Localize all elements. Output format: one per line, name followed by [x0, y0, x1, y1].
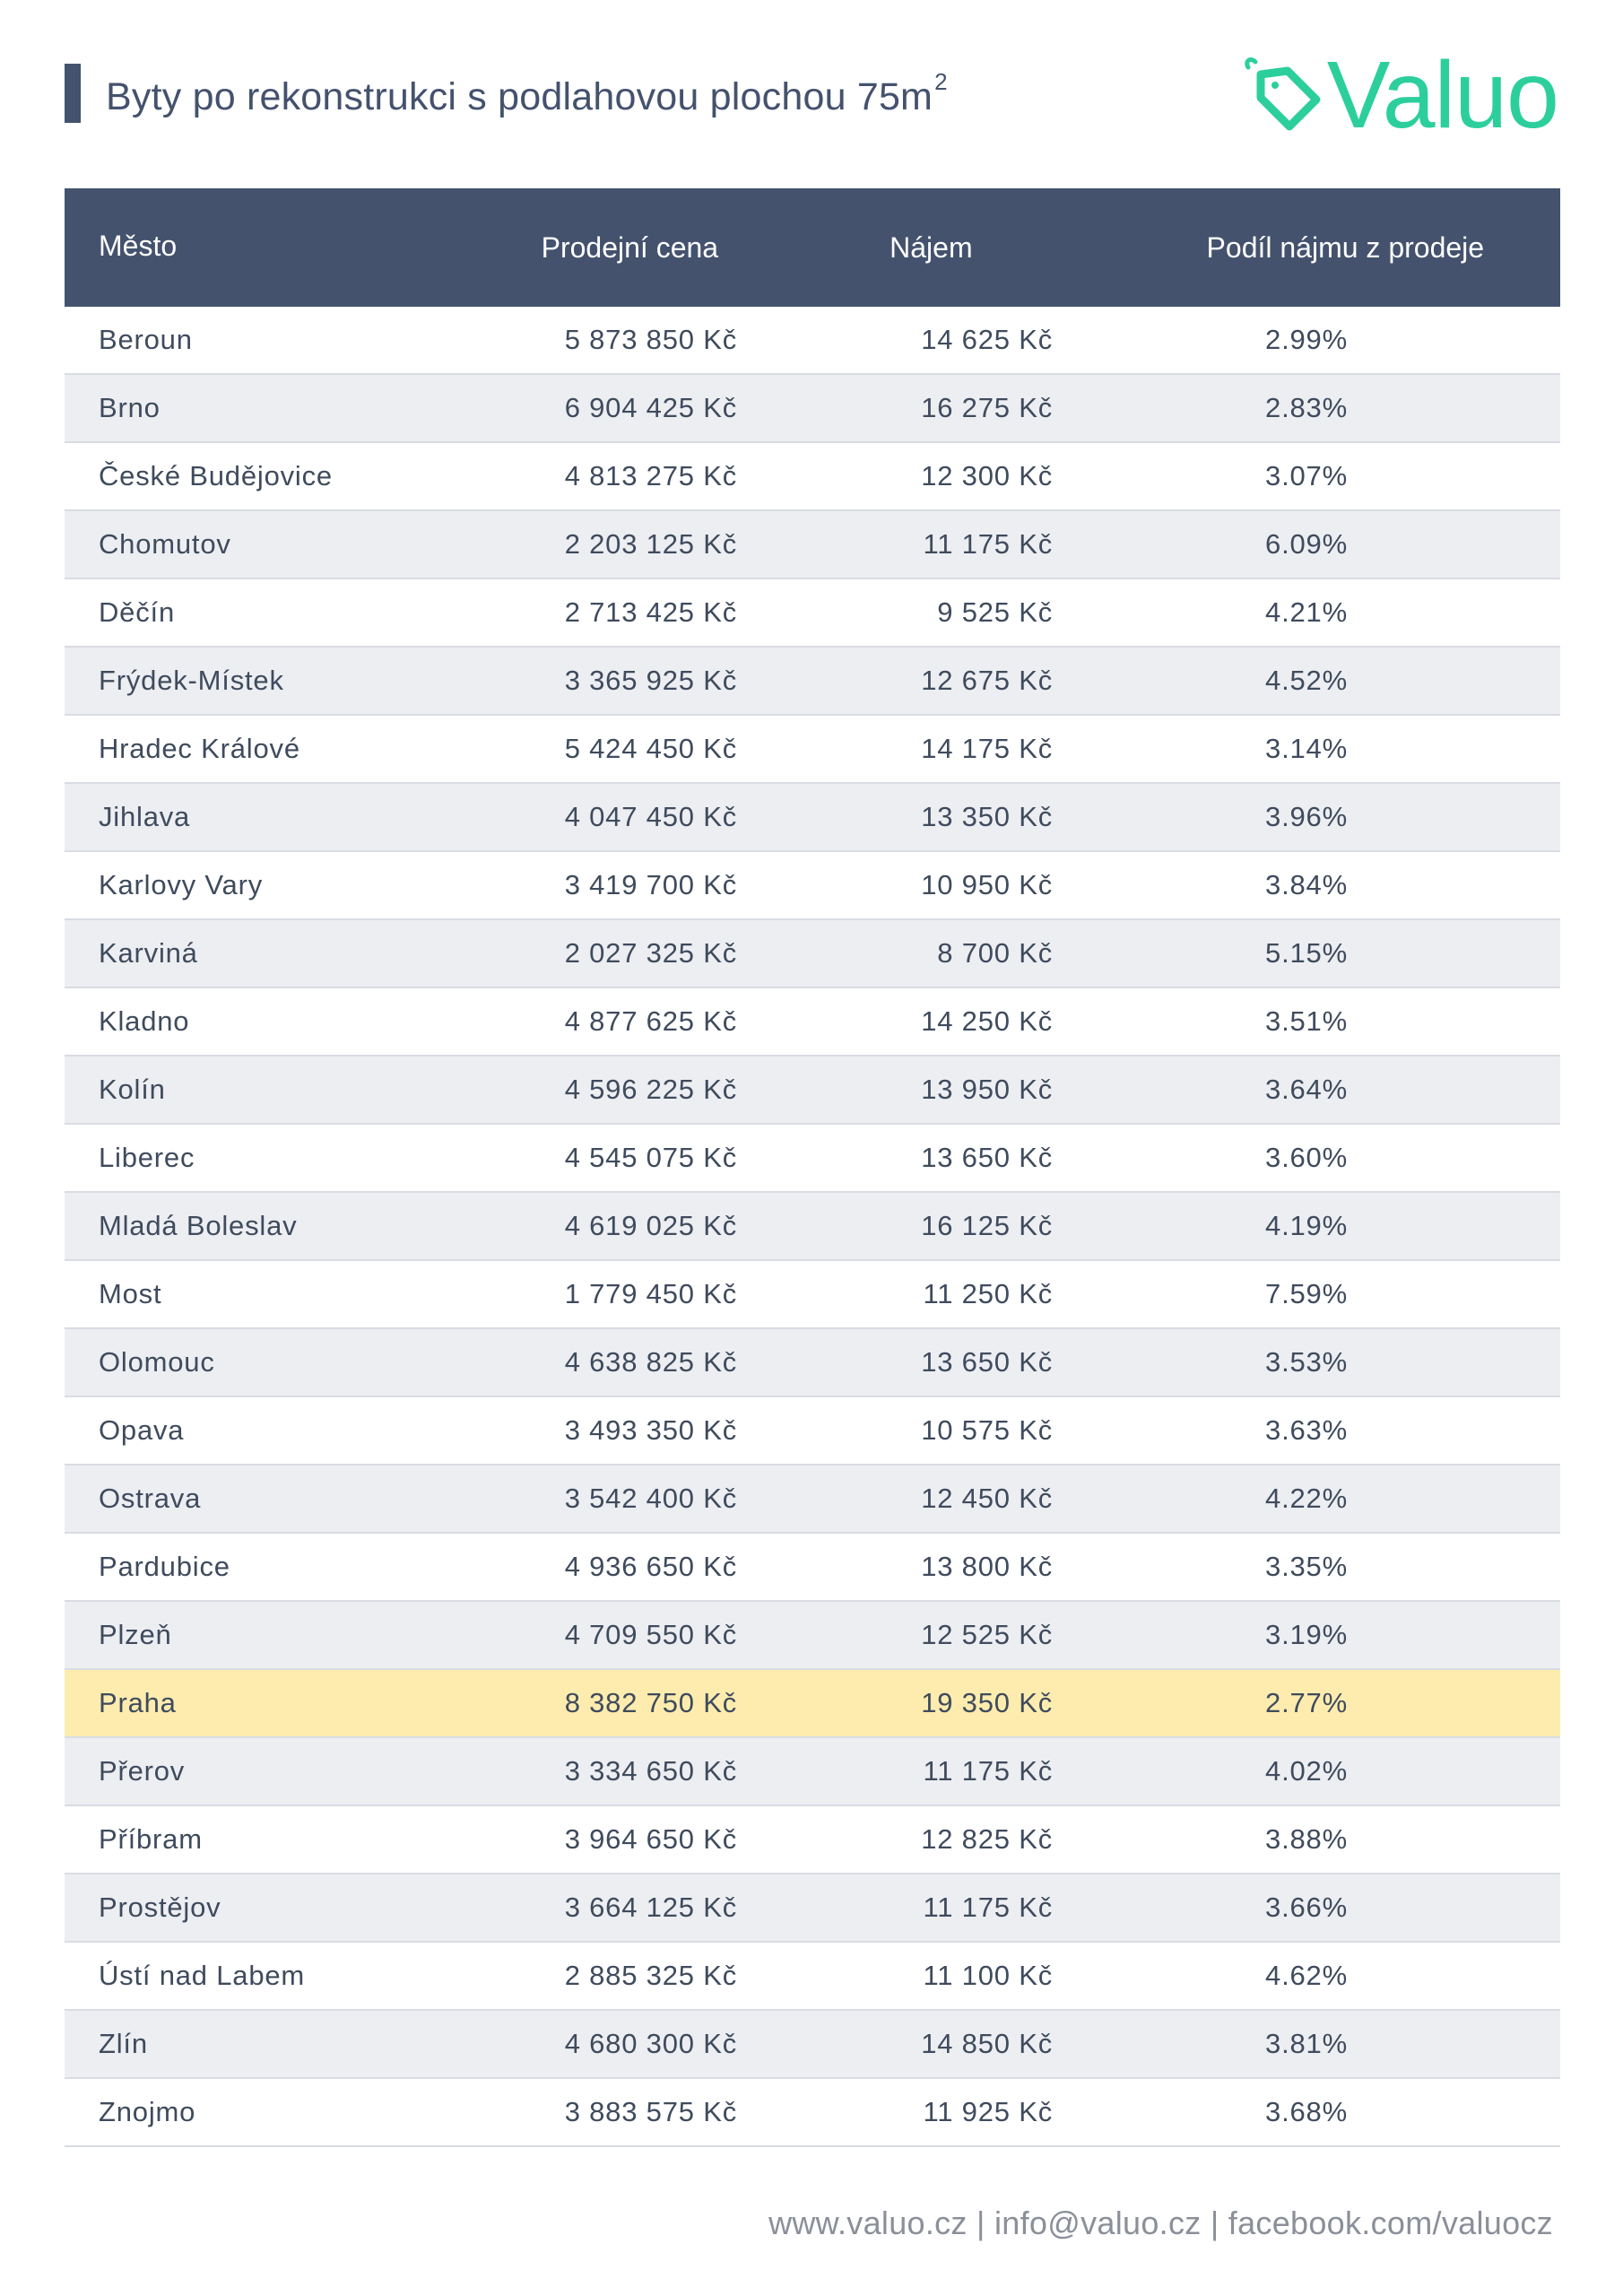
- table-row: [65, 1465, 1560, 1534]
- cell-price: 2 713 425 Kč: [564, 596, 737, 628]
- cell-share: 3.81%: [1265, 2028, 1348, 2059]
- cell-rent: 11 250 Kč: [923, 1278, 1053, 1309]
- cell-share: 3.88%: [1265, 1823, 1348, 1855]
- cell-rent: 12 450 Kč: [921, 1483, 1053, 1514]
- table-row: [65, 1602, 1560, 1670]
- rent-table: [65, 188, 1560, 2147]
- table-row: [65, 443, 1560, 511]
- table-row: [65, 579, 1560, 648]
- cell-rent: 11 175 Kč: [923, 528, 1053, 560]
- cell-city: Pardubice: [99, 1551, 230, 1582]
- cell-rent: 13 650 Kč: [921, 1346, 1053, 1378]
- cell-price: 3 664 125 Kč: [564, 1892, 737, 1923]
- cell-rent: 13 350 Kč: [921, 801, 1053, 832]
- cell-rent: 11 175 Kč: [923, 1892, 1053, 1923]
- cell-city: České Budějovice: [99, 460, 333, 491]
- cell-rent: 19 350 Kč: [921, 1687, 1053, 1718]
- cell-city: Liberec: [99, 1142, 195, 1173]
- cell-price: 4 680 300 Kč: [564, 2028, 737, 2059]
- cell-rent: 9 525 Kč: [937, 596, 1053, 628]
- table-row: [65, 1806, 1560, 1874]
- cell-share: 3.84%: [1265, 869, 1348, 900]
- cell-city: Karviná: [99, 937, 198, 969]
- table-row: [65, 1874, 1560, 1943]
- cell-price: 5 873 850 Kč: [564, 324, 737, 355]
- cell-share: 2.77%: [1265, 1687, 1348, 1718]
- cell-city: Plzeň: [99, 1619, 172, 1650]
- table-row: [65, 920, 1560, 988]
- table-row: [65, 2079, 1560, 2147]
- cell-price: 3 334 650 Kč: [564, 1755, 737, 1787]
- cell-rent: 10 950 Kč: [921, 869, 1053, 900]
- cell-rent: 13 950 Kč: [921, 1074, 1053, 1105]
- cell-city: Praha: [99, 1687, 177, 1718]
- cell-share: 4.19%: [1265, 1210, 1348, 1241]
- cell-price: 3 542 400 Kč: [564, 1483, 737, 1514]
- cell-price: 4 709 550 Kč: [564, 1619, 737, 1650]
- cell-rent: 11 100 Kč: [923, 1960, 1053, 1991]
- table-row: [65, 716, 1560, 784]
- cell-price: 4 047 450 Kč: [564, 801, 737, 832]
- cell-city: Kladno: [99, 1005, 190, 1037]
- cell-rent: 12 675 Kč: [921, 665, 1053, 696]
- cell-share: 2.83%: [1265, 392, 1348, 423]
- cell-share: 3.68%: [1265, 2096, 1348, 2127]
- cell-city: Ústí nad Labem: [99, 1960, 306, 1991]
- table-body: [65, 307, 1560, 2147]
- column-header-share: Podíl nájmu z prodeje: [1206, 230, 1485, 264]
- footer-contacts: www.valuo.cz | info@valuo.cz | facebook.com/valuocz: [768, 2205, 1553, 2241]
- cell-price: 5 424 450 Kč: [564, 733, 737, 764]
- column-header-city: Město: [99, 229, 178, 262]
- cell-share: 6.09%: [1265, 528, 1348, 560]
- cell-rent: 11 925 Kč: [923, 2096, 1053, 2127]
- table-row: [65, 375, 1560, 443]
- cell-city: Přerov: [99, 1755, 186, 1787]
- cell-city: Olomouc: [99, 1346, 215, 1378]
- cell-price: 6 904 425 Kč: [564, 392, 737, 423]
- cell-share: 4.52%: [1265, 665, 1348, 696]
- table-row: [65, 648, 1560, 716]
- cell-price: 4 936 650 Kč: [564, 1551, 737, 1582]
- table-row: [65, 511, 1560, 579]
- cell-city: Brno: [99, 392, 161, 423]
- table-row: [65, 1057, 1560, 1125]
- cell-share: 3.66%: [1265, 1892, 1348, 1923]
- table-row: [65, 1534, 1560, 1602]
- column-header-price: Prodejní cena: [541, 230, 719, 264]
- cell-city: Frýdek-Místek: [99, 665, 284, 696]
- cell-city: Beroun: [99, 324, 193, 355]
- cell-price: 4 596 225 Kč: [564, 1074, 737, 1105]
- table-row: [65, 1261, 1560, 1329]
- table-row: [65, 1397, 1560, 1465]
- cell-share: 4.62%: [1265, 1960, 1348, 1991]
- cell-rent: 16 125 Kč: [921, 1210, 1053, 1241]
- price-tag-icon: [1241, 55, 1322, 135]
- cell-share: 3.60%: [1265, 1142, 1348, 1173]
- table-row: [65, 784, 1560, 852]
- cell-price: 3 493 350 Kč: [564, 1414, 737, 1446]
- cell-city: Jihlava: [99, 801, 191, 832]
- cell-share: 3.35%: [1265, 1551, 1348, 1582]
- cell-rent: 12 825 Kč: [921, 1823, 1053, 1855]
- valuo-logo: [1241, 42, 1558, 148]
- cell-rent: 14 625 Kč: [921, 324, 1053, 355]
- cell-city: Opava: [99, 1414, 185, 1446]
- cell-share: 4.02%: [1265, 1755, 1348, 1787]
- table-row: [65, 307, 1560, 375]
- table-row: [65, 1193, 1560, 1261]
- cell-price: 3 365 925 Kč: [564, 665, 737, 696]
- cell-share: 7.59%: [1265, 1278, 1348, 1309]
- cell-share: 2.99%: [1265, 324, 1348, 355]
- cell-price: 4 813 275 Kč: [564, 460, 737, 491]
- page-title: [106, 68, 948, 119]
- cell-share: 3.14%: [1265, 733, 1348, 764]
- page-title-text: Byty po rekonstrukci s podlahovou plochou 75m: [106, 74, 933, 118]
- table-row: [65, 988, 1560, 1057]
- cell-price: 4 619 025 Kč: [564, 1210, 737, 1241]
- logo-text: Valuo: [1326, 42, 1558, 148]
- cell-price: 4 545 075 Kč: [564, 1142, 737, 1173]
- table-row: [65, 2011, 1560, 2079]
- cell-price: 8 382 750 Kč: [564, 1687, 737, 1718]
- cell-city: Znojmo: [99, 2096, 196, 2127]
- cell-share: 4.22%: [1265, 1483, 1348, 1514]
- cell-city: Zlín: [99, 2028, 148, 2059]
- table-header: [65, 188, 1560, 307]
- cell-city: Mladá Boleslav: [99, 1210, 298, 1241]
- cell-city: Hradec Králové: [99, 733, 300, 764]
- cell-price: 3 883 575 Kč: [564, 2096, 737, 2127]
- cell-rent: 16 275 Kč: [921, 392, 1053, 423]
- cell-rent: 14 250 Kč: [921, 1005, 1053, 1037]
- cell-city: Příbram: [99, 1823, 203, 1855]
- cell-share: 3.63%: [1265, 1414, 1348, 1446]
- table-row: [65, 1125, 1560, 1193]
- page-title-superscript: 2: [934, 67, 948, 95]
- page-header: [65, 63, 948, 124]
- title-accent-bar: [65, 64, 81, 123]
- table-row: [65, 1943, 1560, 2011]
- cell-city: Kolín: [99, 1074, 166, 1105]
- cell-rent: 12 300 Kč: [921, 460, 1053, 491]
- cell-rent: 13 650 Kč: [921, 1142, 1053, 1173]
- cell-price: 4 877 625 Kč: [564, 1005, 737, 1037]
- cell-share: 3.53%: [1265, 1346, 1348, 1378]
- cell-rent: 14 850 Kč: [921, 2028, 1053, 2059]
- cell-rent: 8 700 Kč: [937, 937, 1053, 969]
- cell-share: 5.15%: [1265, 937, 1348, 969]
- table-row: [65, 1670, 1560, 1738]
- cell-share: 3.07%: [1265, 460, 1348, 491]
- cell-price: 2 203 125 Kč: [564, 528, 737, 560]
- cell-price: 3 964 650 Kč: [564, 1823, 737, 1855]
- cell-rent: 10 575 Kč: [921, 1414, 1053, 1446]
- cell-rent: 14 175 Kč: [921, 733, 1053, 764]
- cell-city: Prostějov: [99, 1892, 221, 1923]
- cell-city: Ostrava: [99, 1483, 202, 1514]
- cell-price: 3 419 700 Kč: [564, 869, 737, 900]
- cell-rent: 12 525 Kč: [921, 1619, 1053, 1650]
- cell-rent: 11 175 Kč: [923, 1755, 1053, 1787]
- cell-rent: 13 800 Kč: [921, 1551, 1053, 1582]
- cell-share: 4.21%: [1265, 596, 1348, 628]
- cell-price: 2 885 325 Kč: [564, 1960, 737, 1991]
- cell-city: Karlovy Vary: [99, 869, 264, 900]
- cell-share: 3.19%: [1265, 1619, 1348, 1650]
- table-row: [65, 852, 1560, 920]
- cell-price: 4 638 825 Kč: [564, 1346, 737, 1378]
- cell-city: Chomutov: [99, 528, 231, 560]
- column-header-rent: Nájem: [890, 230, 973, 264]
- cell-price: 2 027 325 Kč: [564, 937, 737, 969]
- cell-price: 1 779 450 Kč: [564, 1278, 737, 1309]
- cell-city: Most: [99, 1278, 162, 1309]
- cell-share: 3.51%: [1265, 1005, 1348, 1037]
- table-row: [65, 1738, 1560, 1806]
- cell-share: 3.96%: [1265, 801, 1348, 832]
- table-row: [65, 1329, 1560, 1397]
- cell-city: Děčín: [99, 596, 175, 628]
- cell-share: 3.64%: [1265, 1074, 1348, 1105]
